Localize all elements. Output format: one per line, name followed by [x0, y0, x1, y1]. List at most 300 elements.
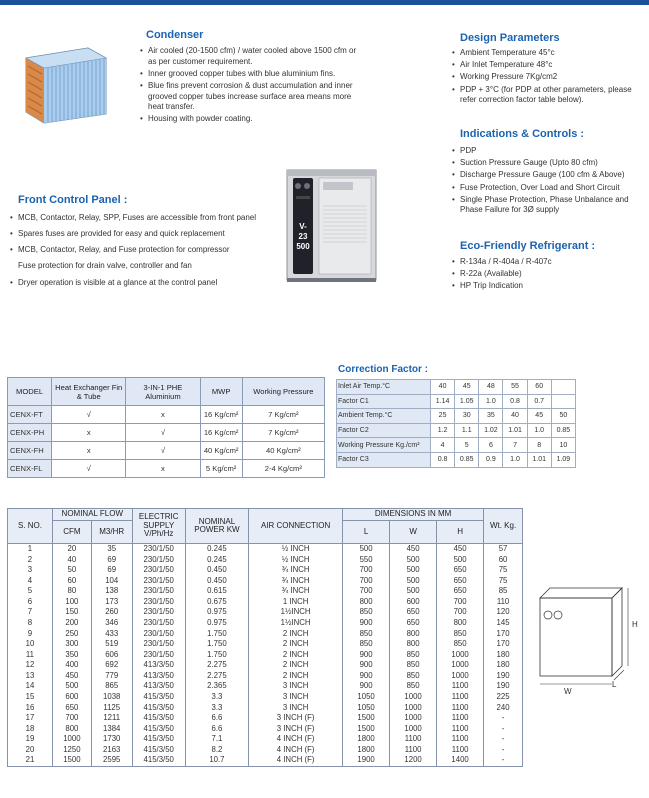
table-cell: x	[52, 424, 126, 442]
eco-title: Eco-Friendly Refrigerant :	[460, 240, 596, 252]
table-cell: 700	[343, 576, 390, 587]
col-header-l: L	[343, 521, 390, 544]
table-cell: 1.14	[431, 394, 455, 409]
table-cell: 1500	[343, 713, 390, 724]
table-cell: 1.750	[185, 639, 248, 650]
table-cell: 500	[437, 555, 484, 566]
table-cell: 900	[343, 671, 390, 682]
table-cell: 1050	[343, 703, 390, 714]
table-cell: 1.0	[503, 452, 527, 467]
col-header: MWP	[200, 378, 242, 406]
table-cell: 7 Kg/cm²	[242, 424, 324, 442]
table-cell: 45	[455, 380, 479, 395]
table-cell: 3 INCH (F)	[249, 713, 343, 724]
table-cell: 3 INCH	[249, 692, 343, 703]
model-table-body	[8, 406, 325, 478]
table-cell: CENX-FL	[8, 460, 52, 478]
col-header-dim: DIMENSIONS IN MM	[343, 509, 484, 521]
table-cell: √	[52, 460, 126, 478]
table-cell: -	[484, 713, 523, 724]
table-cell: 180	[484, 650, 523, 661]
table-cell: 415/3/50	[132, 703, 185, 714]
table-cell: 850	[437, 639, 484, 650]
col-header: 3-IN-1 PHE Aluminium	[126, 378, 200, 406]
table-cell: ¾ INCH	[249, 586, 343, 597]
table-cell: 1.0	[527, 423, 551, 438]
top-rule	[0, 0, 649, 5]
table-cell: 500	[390, 586, 437, 597]
col-header-cfm: CFM	[52, 521, 91, 544]
table-cell: 0.615	[185, 586, 248, 597]
table-cell: 900	[343, 618, 390, 629]
table-cell: 415/3/50	[132, 724, 185, 735]
table-cell: 1	[8, 544, 53, 555]
table-cell: 300	[52, 639, 91, 650]
table-cell: 40 Kg/cm²	[242, 442, 324, 460]
table-cell: 230/1/50	[132, 629, 185, 640]
table-cell: 415/3/50	[132, 713, 185, 724]
list-item: • Air cooled (20-1500 cfm) / water cooled above 1500 cfm or as per customer requirement.	[140, 46, 365, 67]
table-cell: 2	[8, 555, 53, 566]
table-cell: -	[484, 724, 523, 735]
dim-h-label: H	[632, 620, 638, 629]
table-cell: 1000	[390, 703, 437, 714]
table-cell: 2 INCH	[249, 629, 343, 640]
table-row	[8, 724, 523, 735]
spec-table	[7, 508, 523, 767]
table-cell: 25	[431, 409, 455, 424]
correction-title: Correction Factor :	[338, 364, 429, 375]
table-cell: 260	[91, 607, 132, 618]
table-cell: 415/3/50	[132, 734, 185, 745]
table-cell: 190	[484, 671, 523, 682]
table-cell: 60	[52, 576, 91, 587]
table-cell: 1800	[343, 734, 390, 745]
table-cell: 3.3	[185, 692, 248, 703]
table-cell: 50	[52, 565, 91, 576]
col-header-m3: M3/HR	[91, 521, 132, 544]
table-cell: 700	[437, 597, 484, 608]
table-cell: 50	[551, 409, 575, 424]
table-cell: 150	[52, 607, 91, 618]
table-cell: 40	[431, 380, 455, 395]
dim-l-label: L	[612, 680, 617, 689]
table-cell: 230/1/50	[132, 586, 185, 597]
table-cell: 1000	[390, 692, 437, 703]
table-row	[8, 406, 325, 424]
table-cell: 5	[8, 586, 53, 597]
table-cell: 865	[91, 681, 132, 692]
list-item: • Dryer operation is visible at a glance at the control panel	[10, 275, 275, 290]
table-row	[8, 424, 325, 442]
table-cell: 1.1	[455, 423, 479, 438]
table-cell: 700	[52, 713, 91, 724]
table-cell: 225	[484, 692, 523, 703]
table-cell: 700	[343, 586, 390, 597]
table-cell: 0.245	[185, 555, 248, 566]
list-item: • MCB, Contactor, Relay, and Fuse protection for compressor	[10, 242, 275, 257]
table-row	[337, 409, 576, 424]
table-cell: 1000	[437, 660, 484, 671]
table-cell: 230/1/50	[132, 597, 185, 608]
table-cell: Ambient Temp.°C	[337, 409, 431, 424]
table-row	[8, 597, 523, 608]
table-row	[8, 639, 523, 650]
table-row	[8, 692, 523, 703]
dimension-box-diagram	[532, 580, 644, 692]
table-cell: 0.975	[185, 618, 248, 629]
table-cell: 20	[8, 745, 53, 756]
table-row	[8, 607, 523, 618]
spec-table-body	[8, 544, 523, 767]
table-cell: 9	[8, 629, 53, 640]
table-cell: 500	[390, 576, 437, 587]
correction-table	[336, 379, 576, 468]
table-cell: 1000	[52, 734, 91, 745]
table-cell: 1200	[390, 755, 437, 766]
table-cell	[551, 394, 575, 409]
table-header-row	[8, 509, 523, 521]
table-cell: 0.245	[185, 544, 248, 555]
list-item: • PDP	[452, 146, 642, 157]
table-row	[8, 681, 523, 692]
table-row	[8, 660, 523, 671]
list-item: • Blue fins prevent corrosion & dust accumulation and inner grooved copper tubes increase surface area means more heat transfer.	[140, 81, 365, 113]
table-cell: x	[52, 442, 126, 460]
table-cell: 75	[484, 576, 523, 587]
table-cell: 8.2	[185, 745, 248, 756]
table-cell: 0.8	[431, 452, 455, 467]
table-cell: 10	[551, 438, 575, 453]
table-cell: 30	[455, 409, 479, 424]
table-cell: 230/1/50	[132, 555, 185, 566]
table-cell: 1384	[91, 724, 132, 735]
list-item: • Inner grooved copper tubes with blue aluminium fins.	[140, 69, 365, 80]
table-cell: 230/1/50	[132, 650, 185, 661]
table-row	[8, 544, 523, 555]
list-item: • Fuse Protection, Over Load and Short Circuit	[452, 183, 642, 194]
table-row	[337, 380, 576, 395]
table-cell: 350	[52, 650, 91, 661]
table-cell: 230/1/50	[132, 607, 185, 618]
table-cell: 900	[343, 660, 390, 671]
correction-table-body	[337, 380, 576, 468]
table-cell: 2595	[91, 755, 132, 766]
table-cell: 0.675	[185, 597, 248, 608]
table-row	[337, 452, 576, 467]
indications-list	[452, 146, 642, 218]
table-cell: 40	[503, 409, 527, 424]
table-cell: 230/1/50	[132, 544, 185, 555]
table-cell: 180	[484, 660, 523, 671]
table-cell: 0.85	[455, 452, 479, 467]
table-cell: Working Pressure Kg./cm²	[337, 438, 431, 453]
table-cell: 16	[8, 703, 53, 714]
table-cell: 7 Kg/cm²	[242, 406, 324, 424]
dryer-model-label	[296, 222, 310, 252]
table-row	[8, 734, 523, 745]
table-cell: 110	[484, 597, 523, 608]
condenser-title: Condenser	[146, 29, 204, 41]
table-cell: 400	[52, 660, 91, 671]
list-item: • PDP + 3°C (for PDP at other parameters, please refer correction factor table below).	[452, 85, 642, 106]
col-header-wt: Wt. Kg.	[484, 509, 523, 544]
table-cell: 11	[8, 650, 53, 661]
table-cell: ¾ INCH	[249, 576, 343, 587]
table-cell: 2 INCH	[249, 650, 343, 661]
table-cell: 60	[527, 380, 551, 395]
table-cell: Inlet Air Temp.°C	[337, 380, 431, 395]
list-item: • Discharge Pressure Gauge (100 cfm & Above)	[452, 170, 642, 181]
table-cell: 500	[390, 565, 437, 576]
table-cell: 1500	[343, 724, 390, 735]
table-cell: 0.9	[479, 452, 503, 467]
table-cell: 850	[390, 671, 437, 682]
table-cell: 650	[437, 576, 484, 587]
table-cell: 200	[52, 618, 91, 629]
table-cell: 519	[91, 639, 132, 650]
table-cell: 850	[343, 607, 390, 618]
table-cell: 1000	[437, 650, 484, 661]
table-cell: 1900	[343, 755, 390, 766]
table-cell: 800	[52, 724, 91, 735]
table-cell: 1.750	[185, 629, 248, 640]
table-cell: Factor C1	[337, 394, 431, 409]
table-cell: 7	[8, 607, 53, 618]
list-item: • MCB, Contactor, Relay, SPP, Fuses are accessible from front panel	[10, 210, 275, 225]
table-cell: 433	[91, 629, 132, 640]
table-cell: 850	[390, 650, 437, 661]
table-cell: 1.05	[455, 394, 479, 409]
table-cell: 1000	[390, 713, 437, 724]
table-cell: 7	[503, 438, 527, 453]
table-cell: ½ INCH	[249, 555, 343, 566]
table-cell: 5 Kg/cm²	[200, 460, 242, 478]
table-cell: 415/3/50	[132, 755, 185, 766]
table-cell: 500	[390, 555, 437, 566]
table-cell: 145	[484, 618, 523, 629]
table-cell: 230/1/50	[132, 618, 185, 629]
table-cell: 1½INCH	[249, 618, 343, 629]
table-cell: 120	[484, 607, 523, 618]
table-cell: 2-4 Kg/cm²	[242, 460, 324, 478]
table-cell: 800	[437, 618, 484, 629]
table-row	[8, 576, 523, 587]
table-cell: 1.2	[431, 423, 455, 438]
table-cell: 173	[91, 597, 132, 608]
condenser-list	[140, 46, 365, 127]
table-row	[8, 745, 523, 756]
table-cell: 650	[52, 703, 91, 714]
design-list	[452, 48, 642, 107]
table-row	[8, 713, 523, 724]
table-row	[8, 629, 523, 640]
table-cell: 1100	[437, 745, 484, 756]
table-cell: 230/1/50	[132, 565, 185, 576]
list-item: • R-134a / R-404a / R-407c	[452, 257, 642, 268]
table-cell: 0.450	[185, 565, 248, 576]
table-cell: 230/1/50	[132, 576, 185, 587]
table-row	[8, 565, 523, 576]
table-cell: 1100	[390, 734, 437, 745]
table-cell: 5	[455, 438, 479, 453]
table-cell: Factor C2	[337, 423, 431, 438]
table-header-row	[8, 378, 325, 406]
table-cell: 35	[479, 409, 503, 424]
table-cell: 1100	[437, 713, 484, 724]
table-cell: 0.450	[185, 576, 248, 587]
table-row	[8, 460, 325, 478]
table-cell: 850	[390, 681, 437, 692]
table-cell: 700	[437, 607, 484, 618]
table-row	[337, 394, 576, 409]
table-cell: 1000	[437, 671, 484, 682]
table-cell: 18	[8, 724, 53, 735]
table-row	[8, 555, 523, 566]
dim-w-label: W	[564, 687, 572, 696]
col-header: Heat Exchanger Fin & Tube	[52, 378, 126, 406]
table-cell: 2 INCH	[249, 671, 343, 682]
front-panel-list	[10, 210, 275, 291]
table-cell: 900	[343, 650, 390, 661]
table-cell: 415/3/50	[132, 745, 185, 756]
table-cell: 55	[503, 380, 527, 395]
table-cell: 1125	[91, 703, 132, 714]
table-cell: 57	[484, 544, 523, 555]
table-cell: 3 INCH (F)	[249, 724, 343, 735]
table-cell: 600	[52, 692, 91, 703]
table-cell: 85	[484, 586, 523, 597]
table-cell: 10	[8, 639, 53, 650]
front-panel-subline: Fuse protection for drain valve, controller and fan	[18, 261, 192, 270]
table-cell: 1.02	[479, 423, 503, 438]
table-cell: 413/3/50	[132, 660, 185, 671]
table-cell: 6	[8, 597, 53, 608]
table-cell: 1.09	[551, 452, 575, 467]
table-cell: ½ INCH	[249, 544, 343, 555]
table-cell: 700	[343, 565, 390, 576]
table-cell: 6	[479, 438, 503, 453]
table-cell: 1100	[437, 724, 484, 735]
table-cell: 1100	[437, 703, 484, 714]
table-cell: 14	[8, 681, 53, 692]
table-row	[337, 423, 576, 438]
table-cell: 16 Kg/cm²	[200, 424, 242, 442]
table-cell: 4 INCH (F)	[249, 745, 343, 756]
table-cell: 21	[8, 755, 53, 766]
table-cell: 16 Kg/cm²	[200, 406, 242, 424]
col-header-sno: S. NO.	[8, 509, 53, 544]
table-cell: 1100	[437, 692, 484, 703]
table-cell: 779	[91, 671, 132, 682]
table-cell: 1.01	[503, 423, 527, 438]
table-cell: 850	[343, 639, 390, 650]
table-cell: 4 INCH (F)	[249, 755, 343, 766]
table-row	[8, 671, 523, 682]
table-cell: 1100	[437, 681, 484, 692]
table-cell: 69	[91, 565, 132, 576]
col-header-power: NOMINAL POWER KW	[185, 509, 248, 544]
table-cell: 850	[437, 629, 484, 640]
table-cell: 2163	[91, 745, 132, 756]
table-cell: 500	[343, 544, 390, 555]
table-cell: 13	[8, 671, 53, 682]
table-cell: 0.85	[551, 423, 575, 438]
table-cell: 450	[437, 544, 484, 555]
table-cell: 800	[390, 639, 437, 650]
table-row	[8, 586, 523, 597]
table-cell: 8	[8, 618, 53, 629]
table-cell: x	[126, 406, 200, 424]
table-cell: 3	[8, 565, 53, 576]
list-item: • Single Phase Protection, Phase Unbalance and Phase Failure for 3Ø supply	[452, 195, 642, 216]
table-cell: 69	[91, 555, 132, 566]
table-cell: 800	[343, 597, 390, 608]
table-cell: 1000	[390, 724, 437, 735]
table-cell: 650	[437, 565, 484, 576]
table-cell: 1400	[437, 755, 484, 766]
table-cell: Factor C3	[337, 452, 431, 467]
table-cell: -	[484, 745, 523, 756]
table-cell: 450	[390, 544, 437, 555]
table-cell: 1100	[390, 745, 437, 756]
table-cell: 850	[343, 629, 390, 640]
list-item: • Housing with powder coating.	[140, 114, 365, 125]
table-cell: 12	[8, 660, 53, 671]
eco-list	[452, 257, 642, 294]
table-cell: 413/3/50	[132, 681, 185, 692]
table-cell: 450	[52, 671, 91, 682]
table-cell: 100	[52, 597, 91, 608]
table-cell: 1038	[91, 692, 132, 703]
table-cell: 2.275	[185, 671, 248, 682]
table-cell: 1250	[52, 745, 91, 756]
table-cell: 104	[91, 576, 132, 587]
table-cell: 1.01	[527, 452, 551, 467]
table-cell: 48	[479, 380, 503, 395]
table-cell: 170	[484, 629, 523, 640]
table-cell: √	[126, 442, 200, 460]
table-cell: 346	[91, 618, 132, 629]
table-cell: 190	[484, 681, 523, 692]
table-cell: 1.0	[479, 394, 503, 409]
table-cell: 415/3/50	[132, 692, 185, 703]
dryer-model: V-23	[298, 222, 308, 241]
table-cell: 650	[390, 607, 437, 618]
table-cell: 19	[8, 734, 53, 745]
col-header-w: W	[390, 521, 437, 544]
table-cell: 230/1/50	[132, 639, 185, 650]
table-cell: 75	[484, 565, 523, 576]
table-row	[8, 755, 523, 766]
col-header-air: AIR CONNECTION	[249, 509, 343, 544]
list-item: • HP Trip Indication	[452, 281, 642, 292]
table-cell: 170	[484, 639, 523, 650]
list-item: • Spares fuses are provided for easy and quick replacement	[10, 226, 275, 241]
table-cell: 80	[52, 586, 91, 597]
table-cell: 4	[8, 576, 53, 587]
table-cell: -	[484, 755, 523, 766]
table-cell: 1800	[343, 745, 390, 756]
table-cell: 413/3/50	[132, 671, 185, 682]
table-cell: 1 INCH	[249, 597, 343, 608]
table-cell: √	[52, 406, 126, 424]
table-cell: 606	[91, 650, 132, 661]
table-cell: 1050	[343, 692, 390, 703]
table-cell: 850	[390, 660, 437, 671]
condenser-coil-image	[18, 44, 113, 124]
table-cell: 17	[8, 713, 53, 724]
